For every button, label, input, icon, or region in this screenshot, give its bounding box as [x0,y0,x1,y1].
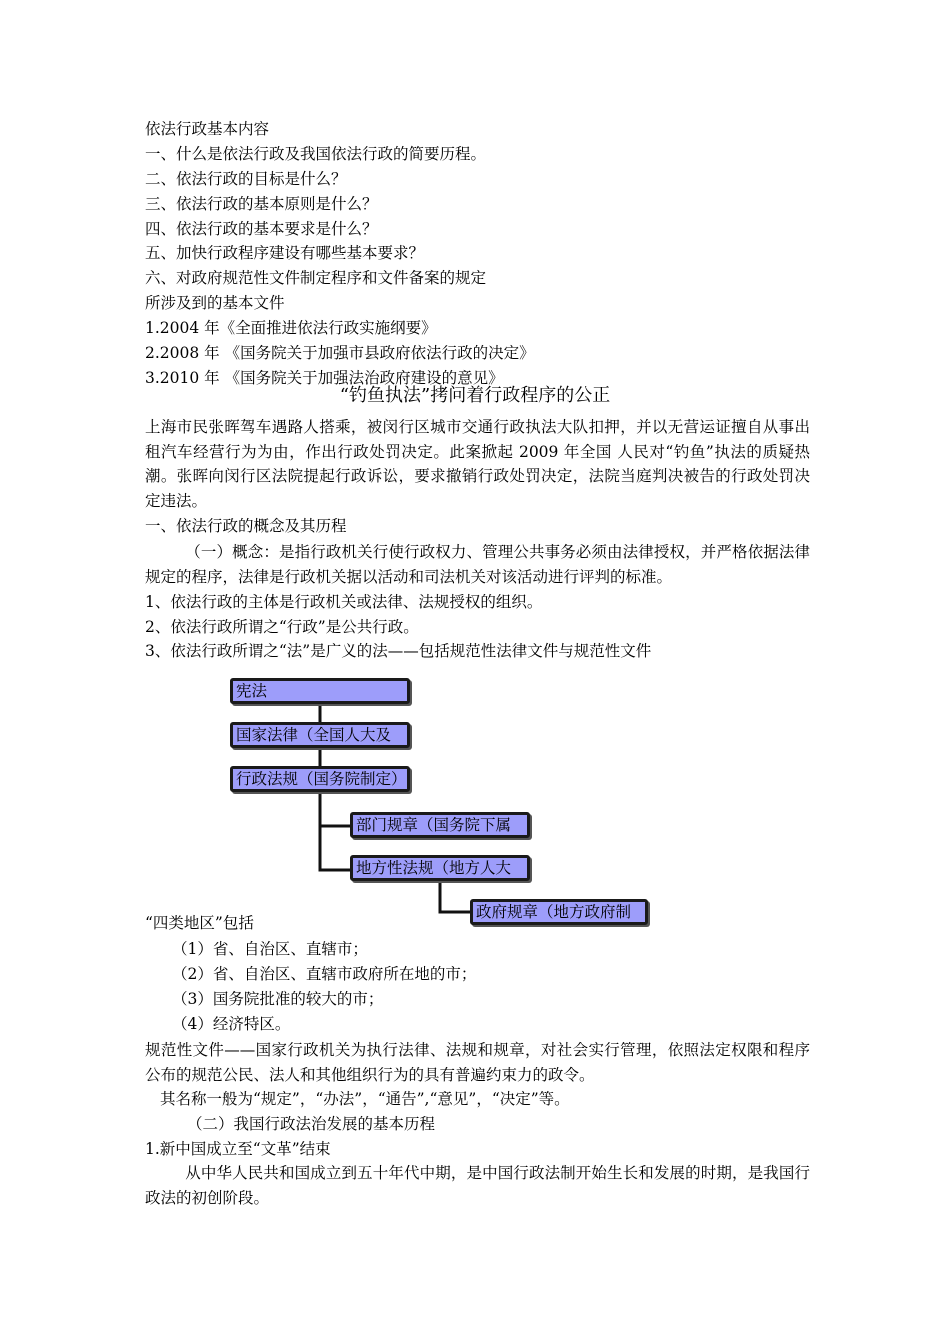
hierarchy-node-local-regulation: 地方性法规（地方人大 [350,855,530,881]
history-period: 1.新中国成立至“文革”结束 [145,1140,331,1158]
region-item: （3）国务院批准的较大的市； [172,990,384,1008]
case-title: “钓鱼执法”拷问着行政程序的公正 [339,385,611,406]
documents-heading: 所涉及到的基本文件 [145,294,285,312]
document-item: 1.2004 年《全面推进依法行政实施纲要》 [145,319,437,337]
history-period-body: 从中华人民共和国成立到五十年代中期，是中国行政法制开始生长和发展的时期，是我国行政法的初创阶段。 [145,1164,810,1207]
hierarchy-node-national-law: 国家法律（全国人大及 [230,722,410,748]
hierarchy-node-administrative-regulation: 行政法规（国务院制定） [230,766,410,792]
point-item: 1、依法行政的主体是行政机关或法律、法规授权的组织。 [145,593,543,611]
hierarchy-node-government-rule: 政府规章（地方政府制 [470,899,648,925]
document-item: 2.2008 年 《国务院关于加强市县政府依法行政的决定》 [145,344,535,362]
section1-heading: 一、依法行政的概念及其历程 [145,517,347,535]
region-item: （4）经济特区。 [172,1015,291,1033]
document-item: 3.2010 年 《国务院关于加强法治政府建设的意见》 [145,369,504,387]
normative-names: 其名称一般为“规定”，“办法”，“通告”,“意见”，“决定”等。 [160,1090,570,1108]
point-item: 3、依法行政所谓之“法”是广义的法——包括规范性法律文件与规范性文件 [145,642,652,660]
history-heading: （二）我国行政法治发展的基本历程 [187,1115,436,1133]
outline-item: 二、依法行政的目标是什么？ [145,170,347,188]
outline-item: 六、对政府规范性文件制定程序和文件备案的规定 [145,269,487,287]
connector-line [320,794,350,870]
region-item: （1）省、自治区、直辖市； [172,940,368,958]
outline-item: 五、加快行政程序建设有哪些基本要求？ [145,244,425,262]
outline-item: 四、依法行政的基本要求是什么？ [145,220,378,238]
hierarchy-node-constitution: 宪法 [230,678,410,704]
outline-item: 一、什么是依法行政及我国依法行政的简要历程。 [145,145,487,163]
normative-definition: 规范性文件——国家行政机关为执行法律、法规和规章，对社会实行管理，依照法定权限和程序公布的规范公民、法人和其他组织行为的具有普遍约束力的政令。 [145,1041,810,1084]
concept-paragraph: （一）概念：是指行政机关行使行政权力、管理公共事务必须由法律授权，并严格依据法律规定的程序，法律是行政机关据以活动和司法机关对该活动进行评判的标准。 [145,543,810,586]
region-item: （2）省、自治区、直辖市政府所在地的市； [172,965,477,983]
hierarchy-node-department-rule: 部门规章（国务院下属 [350,812,530,838]
connector-line [440,882,470,912]
outline-item: 三、依法行政的基本原则是什么？ [145,195,378,213]
regions-heading: “四类地区”包括 [145,914,254,932]
case-body: 上海市民张晖驾车遇路人搭乘，被闵行区城市交通行政执法大队扣押，并以无营运证擅自从事出租汽车经营行为为由，作出行政处罚决定。此案掀起 2009 年全国 人民对“钓鱼”执法的质疑热潮。张晖向闵行区法院提起行政诉讼，要求撤销行政处罚决定，法院当庭判决被告的行政处罚决定违法。 [145,418,810,510]
outline-heading: 依法行政基本内容 [145,120,270,138]
point-item: 2、依法行政所谓之“行政”是公共行政。 [145,618,419,636]
